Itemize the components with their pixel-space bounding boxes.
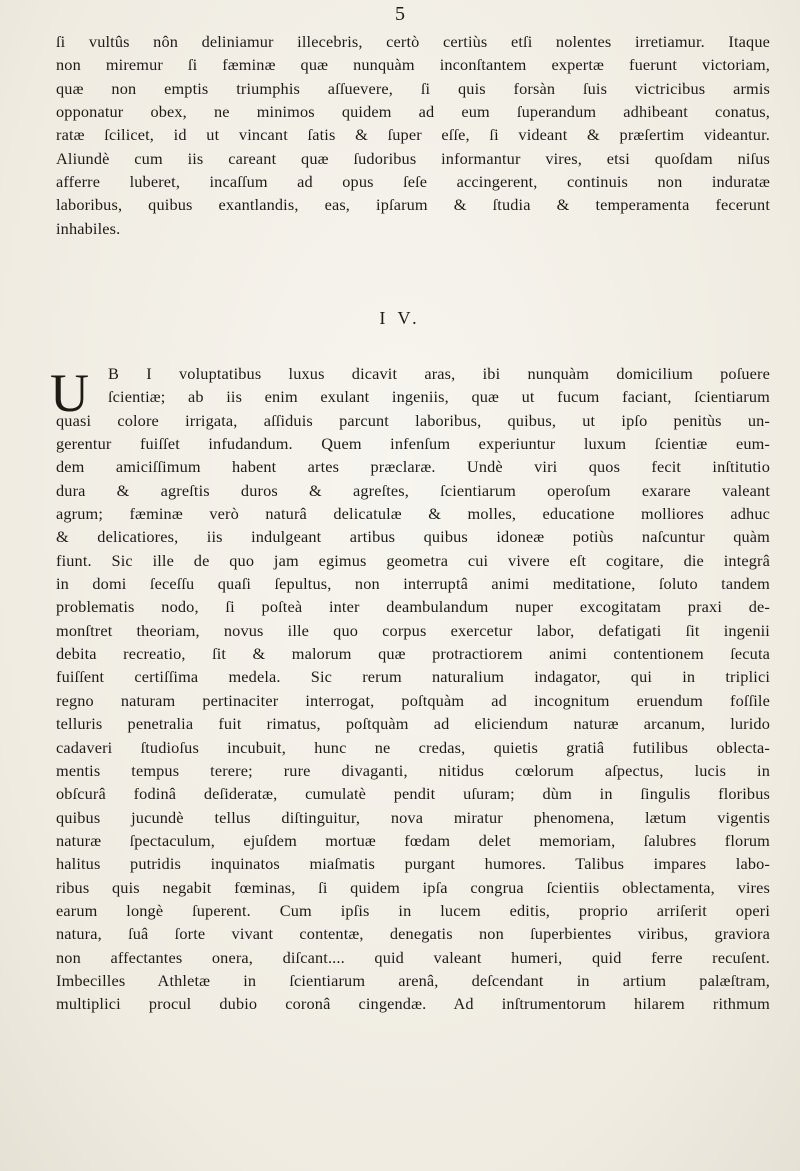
text-line: multiplici procul dubio coronâ cingendæ. Ad inſtrumentorum hilarem rithmum	[56, 994, 770, 1014]
text-line: quæ non emptis triumphis aſſuevere, ſi quis forsàn ſuis victricibus armis	[56, 78, 770, 98]
text-line: non affectantes onera, diſcant.... quid valeant humeri, quid ferre recuſent.	[56, 947, 770, 967]
text-line: cadaveri ſtudioſus incubuit, hunc ne credas, quietis gratiâ futilibus oblecta-	[56, 737, 770, 757]
section-heading: I V.	[379, 308, 421, 328]
text-line: non miremur ſi fæminæ quæ nunquàm inconſtantem expertæ fuerunt victoriam,	[56, 55, 770, 75]
text-line: telluris penetralia fuit rimatus, poſtquàm ad eliciendum naturæ arcanum, lurido	[56, 714, 770, 734]
paragraph-2	[56, 362, 770, 1016]
text-line: dem amiciſſimum habent artes præclaræ. Undè viri quos fecit inſtitutio	[56, 457, 770, 477]
text-line: ſcientiæ; ab iis enim exulant ingeniis, quæ ut fucum faciant, ſcientiarum	[108, 387, 770, 407]
text-line: debita recreatio, ſit & malorum quæ protractiorem animi contentionem ſecuta	[56, 644, 770, 664]
text-line: & delicatiores, iis indulgeant artibus quibus idoneæ potiùs naſcuntur quàm	[56, 527, 770, 547]
text-line: agrum; fæminæ verò naturâ delicatulæ & molles, educatione molliores adhuc	[56, 504, 770, 524]
text-line: opponatur obex, ne minimos quidem ad eum ſuperandum adhibeant conatus,	[56, 102, 770, 122]
text-line: B I voluptatibus luxus dicavit aras, ibi nunquàm domicilium poſuere	[108, 364, 770, 383]
text-line: ribus quis negabit fœminas, ſi quidem ipſa congrua ſcientiis oblectamenta, vires	[56, 877, 770, 897]
text-line: afferre luberet, incaſſum ad opus ſeſe accingerent, continuis non induratæ	[56, 172, 770, 192]
text-line: naturæ ſpectaculum, ejuſdem mortuæ fœdam delet memoriam, ſalubres florum	[56, 830, 770, 850]
text-line: fuiſſent certiſſima medela. Sic rerum naturalium indagator, qui in triplici	[56, 667, 770, 687]
text-line: problematis nodo, ſi poſteà inter deambulandum nuper excogitatam praxi de-	[56, 597, 770, 617]
text-line: earum longè ſuperent. Cum ipſis in lucem editis, proprio arriſerit operi	[56, 900, 770, 920]
text-line: monſtret theoriam, novus ille quo corpus exercetur labor, defatigati ſit ingenii	[56, 620, 770, 640]
text-line: mentis tempus terere; rure divaganti, nitidus cœlorum aſpectus, lucis in	[56, 760, 770, 780]
page-number: 5	[395, 3, 405, 25]
text-line: quibus jucundè tellus diſtinguitur, nova miratur phenomena, lætum vigentis	[56, 807, 770, 827]
text-line: gerentur fuiſſet infudandum. Quem infenſum experiuntur luxum ſcientiæ eum-	[56, 434, 770, 454]
drop-cap: U	[50, 363, 89, 423]
text-line: halitus putridis inquinatos miaſmatis purgant humores. Talibus impares labo-	[56, 854, 770, 874]
text-line: laboribus, quibus exantlandis, eas, ipſarum & ſtudia & temperamenta fecerunt	[56, 195, 770, 215]
text-line: natura, ſuâ ſorte vivant contentæ, denegatis non ſuperbientes viribus, graviora	[56, 924, 770, 944]
text-line: regno naturam pertinaciter interrogat, poſtquàm ad incognitum eruendum foſſile	[56, 690, 770, 710]
text-line: Aliundè cum iis careant quæ ſudoribus informantur vires, etsi quoſdam niſus	[56, 148, 770, 168]
paragraph-1	[56, 30, 770, 240]
text-line: ratæ ſcilicet, id ut vincant ſatis & ſuper eſſe, ſi videant & præſertim videantur.	[56, 125, 770, 145]
text-line: in domi ſeceſſu quaſi ſepultus, non interruptâ animi meditatione, ſoluto tandem	[56, 574, 770, 594]
text-line: Imbecilles Athletæ in ſcientiarum arenâ, deſcendant in artium palæſtram,	[56, 970, 770, 990]
text-line: quasi colore irrigata, aſſiduis parcunt laboribus, quibus, ut ipſo penitùs un-	[56, 410, 770, 430]
text-line: dura & agreſtis duros & agreſtes, ſcientiarum operoſum exarare valeant	[56, 480, 770, 500]
text-line: inhabiles.	[56, 218, 121, 238]
text-line: obſcurâ fodinâ deſideratæ, cumulatè pendit uſuram; dùm in ſingulis floribus	[56, 784, 770, 804]
text-line: ſi vultûs nôn deliniamur illecebris, certò certiùs etſi nolentes irretiamur. Itaque	[56, 32, 770, 51]
text-line: fiunt. Sic ille de quo jam egimus geometra cui vivere eſt cogitare, die integrâ	[56, 550, 770, 570]
